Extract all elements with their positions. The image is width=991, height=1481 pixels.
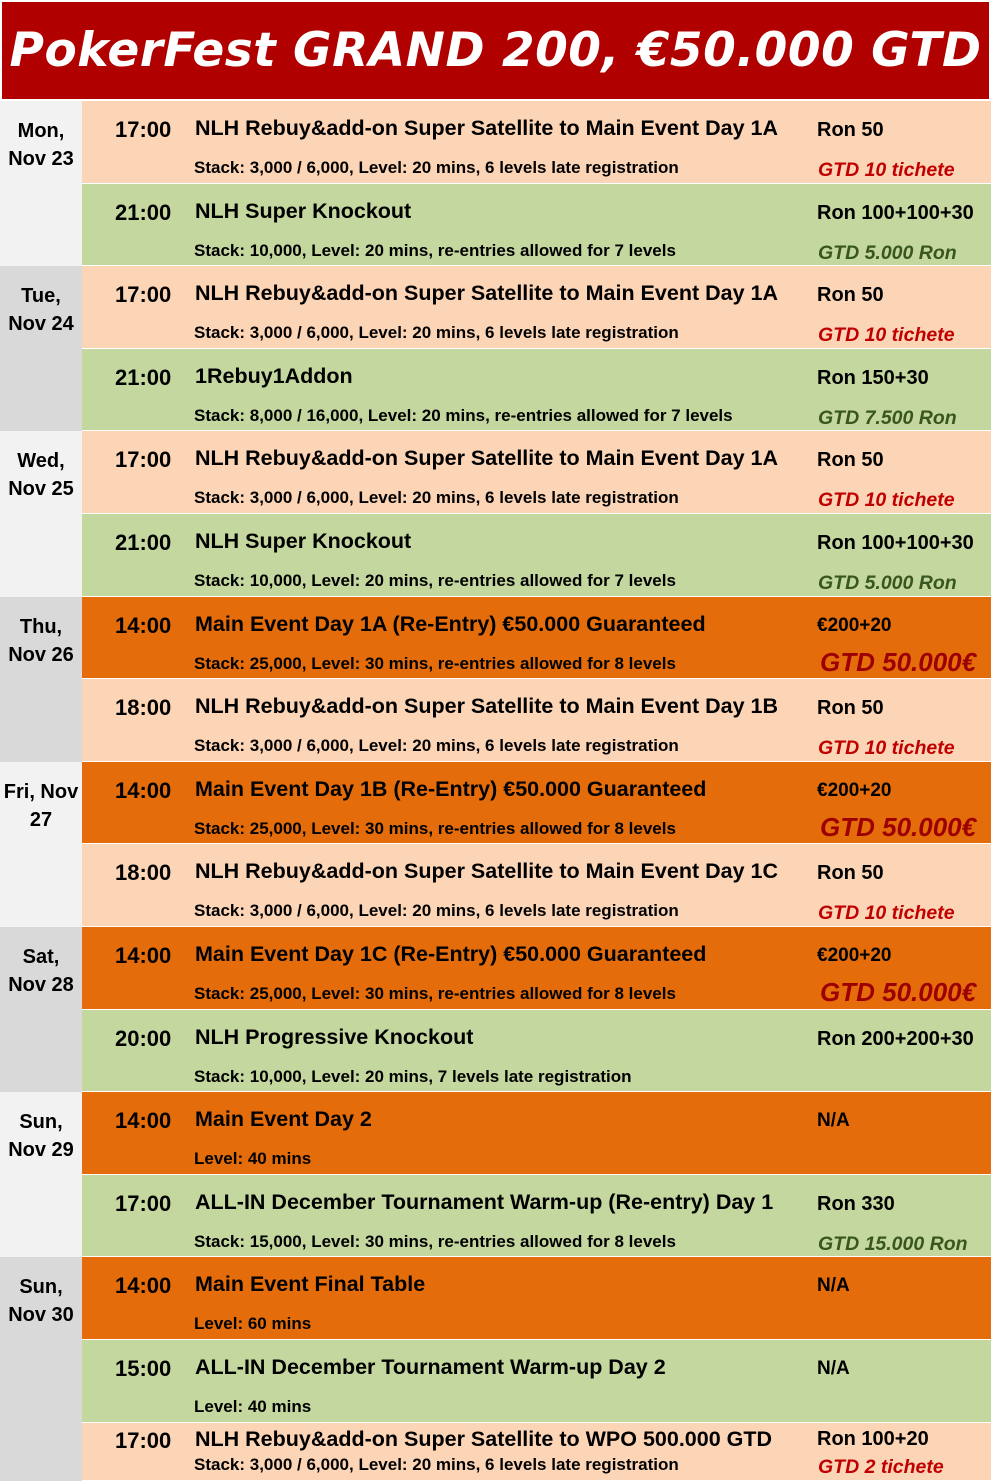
event-time: 17:00: [115, 1190, 172, 1216]
event-details: Stack: 10,000, Level: 20 mins, 7 levels late registration: [194, 1066, 632, 1086]
event-time: 14:00: [115, 1108, 172, 1134]
event-buyin: €200+20: [817, 944, 892, 966]
day-label-line: Fri, Nov: [3, 780, 79, 803]
day-label-line: Wed,: [17, 450, 65, 473]
event-time: 18:00: [115, 860, 172, 886]
day-label: [0, 266, 82, 431]
event-guarantee: GTD 50.000€: [820, 646, 977, 677]
event-guarantee: GTD 50.000€: [820, 976, 977, 1007]
event-name: NLH Rebuy&add-on Super Satellite to Main Event Day 1A: [195, 446, 778, 471]
event-guarantee: GTD 10 tichete: [818, 159, 955, 181]
day-events: [82, 1257, 991, 1480]
event-details: Level: 40 mins: [194, 1396, 312, 1416]
event-details: Stack: 25,000, Level: 30 mins, re-entries allowed for 8 levels: [194, 653, 676, 673]
event-name: NLH Rebuy&add-on Super Satellite to Main Event Day 1A: [195, 281, 778, 306]
event-name: NLH Super Knockout: [195, 528, 412, 553]
day-group: [0, 266, 991, 431]
event-time: 17:00: [115, 447, 172, 473]
day-label-line: Mon,: [17, 120, 65, 142]
event-time: 14:00: [115, 942, 172, 968]
event-name: Main Event Day 2: [195, 1107, 372, 1132]
event-name: NLH Progressive Knockout: [195, 1024, 474, 1049]
event-details: Stack: 3,000 / 6,000, Level: 20 mins, 6 levels late registration: [194, 323, 679, 343]
event-buyin: Ron 50: [817, 284, 884, 307]
event-buyin: Ron 150+30: [817, 366, 929, 389]
event-row: [82, 101, 991, 184]
event-details: Stack: 3,000 / 6,000, Level: 20 mins, 6 levels late registration: [194, 901, 679, 921]
event-buyin: Ron 330: [817, 1192, 895, 1215]
event-row: [82, 184, 991, 267]
event-time: 17:00: [115, 117, 172, 142]
event-row: [82, 1257, 991, 1340]
event-buyin: Ron 100+100+30: [817, 201, 974, 224]
event-guarantee: GTD 10 tichete: [818, 489, 955, 512]
event-time: 21:00: [115, 529, 172, 555]
event-buyin: Ron 100+100+30: [817, 531, 974, 554]
event-time: 21:00: [115, 364, 172, 390]
event-buyin: €200+20: [817, 779, 892, 801]
day-label: [0, 1092, 82, 1257]
day-label-line: Sun,: [19, 1276, 63, 1299]
day-label: [0, 431, 82, 596]
event-buyin: Ron 200+200+30: [817, 1027, 974, 1050]
day-events: [82, 597, 991, 762]
page-title: PokerFest GRAND 200, €50.000 GTD: [9, 23, 982, 78]
event-time: 18:00: [115, 695, 172, 721]
event-details: Level: 60 mins: [194, 1314, 312, 1334]
day-label: [0, 597, 82, 762]
event-details: Level: 40 mins: [194, 1149, 312, 1169]
day-label-line: Nov 25: [8, 478, 74, 501]
event-details: Stack: 25,000, Level: 30 mins, re-entries allowed for 8 levels: [194, 818, 676, 838]
event-time: 14:00: [115, 777, 172, 803]
day-events: [82, 431, 991, 596]
event-details: Stack: 15,000, Level: 30 mins, re-entries allowed for 8 levels: [194, 1231, 676, 1251]
event-name: NLH Rebuy&add-on Super Satellite to Main Event Day 1A: [195, 116, 778, 140]
day-label-line: Nov 30: [8, 1304, 74, 1327]
event-time: 17:00: [115, 1427, 172, 1453]
event-time: 15:00: [115, 1355, 172, 1381]
event-buyin: €200+20: [817, 614, 892, 636]
event-details: Stack: 3,000 / 6,000, Level: 20 mins, 6 levels late registration: [194, 1454, 679, 1474]
day-label: [0, 927, 82, 1092]
event-name: NLH Rebuy&add-on Super Satellite to WPO 500.000 GTD: [195, 1426, 773, 1451]
event-buyin: Ron 50: [817, 119, 884, 141]
event-time: 20:00: [115, 1025, 172, 1051]
day-label-line: Nov 28: [8, 973, 74, 996]
event-name: Main Event Day 1A (Re-Entry) €50.000 Guaranteed: [195, 611, 706, 636]
event-time: 17:00: [115, 282, 172, 308]
event-row: [82, 514, 991, 597]
event-time: 14:00: [115, 1273, 172, 1299]
event-guarantee: GTD 5.000 Ron: [818, 241, 957, 264]
event-row: [82, 679, 991, 762]
day-label-line: Thu,: [19, 615, 63, 638]
event-buyin: Ron 50: [817, 697, 884, 720]
event-name: NLH Rebuy&add-on Super Satellite to Main Event Day 1C: [195, 859, 778, 884]
event-details: Stack: 3,000 / 6,000, Level: 20 mins, 6 levels late registration: [194, 488, 679, 508]
day-events: [82, 266, 991, 431]
event-details: Stack: 25,000, Level: 30 mins, re-entries allowed for 8 levels: [194, 983, 676, 1003]
event-buyin: N/A: [817, 1357, 850, 1379]
event-guarantee: GTD 5.000 Ron: [818, 571, 957, 594]
schedule-header: [2, 2, 989, 99]
event-row: [82, 1340, 991, 1423]
day-group: [0, 927, 991, 1092]
event-row: [82, 1423, 991, 1481]
event-details: Stack: 8,000 / 16,000, Level: 20 mins, re-entries allowed for 7 levels: [194, 405, 733, 425]
event-guarantee: GTD 10 tichete: [818, 324, 955, 347]
event-row: [82, 1010, 991, 1093]
day-label: [0, 101, 82, 266]
day-label-line: Nov 26: [8, 643, 74, 666]
event-guarantee: GTD 10 tichete: [818, 737, 955, 760]
event-row: [82, 762, 991, 845]
event-name: ALL-IN December Tournament Warm-up (Re-entry) Day 1: [195, 1189, 774, 1214]
event-details: Stack: 3,000 / 6,000, Level: 20 mins, 6 levels late registration: [194, 158, 679, 177]
event-guarantee: GTD 50.000€: [820, 811, 977, 842]
day-events: [82, 101, 991, 266]
day-label-line: Nov 23: [8, 148, 74, 170]
event-guarantee: GTD 10 tichete: [818, 902, 955, 925]
day-label: [0, 1257, 82, 1480]
event-name: ALL-IN December Tournament Warm-up Day 2: [195, 1354, 666, 1379]
day-group: [0, 431, 991, 596]
day-label: [0, 762, 82, 927]
event-name: Main Event Day 1C (Re-Entry) €50.000 Guaranteed: [195, 941, 707, 966]
event-details: Stack: 3,000 / 6,000, Level: 20 mins, 6 levels late registration: [194, 736, 679, 756]
event-row: [82, 927, 991, 1010]
event-row: [82, 349, 991, 432]
event-guarantee: GTD 2 tichete: [818, 1455, 944, 1478]
event-buyin: Ron 50: [817, 449, 884, 472]
event-name: NLH Rebuy&add-on Super Satellite to Main Event Day 1B: [195, 694, 778, 719]
event-details: Stack: 10,000, Level: 20 mins, re-entries allowed for 7 levels: [194, 240, 676, 260]
event-row: [82, 1175, 991, 1258]
event-name: Main Event Day 1B (Re-Entry) €50.000 Guaranteed: [195, 776, 707, 801]
event-name: NLH Super Knockout: [195, 198, 412, 223]
day-events: [82, 927, 991, 1092]
day-group: [0, 101, 991, 266]
day-group: [0, 1257, 991, 1480]
event-buyin: N/A: [817, 1110, 850, 1132]
event-row: [82, 597, 991, 680]
event-row: [82, 431, 991, 514]
event-buyin: N/A: [817, 1275, 850, 1297]
event-guarantee: GTD 15.000 Ron: [818, 1232, 968, 1255]
event-row: [82, 266, 991, 349]
day-label-line: Sat,: [22, 945, 60, 968]
day-group: [0, 762, 991, 927]
day-label-line: Tue,: [21, 285, 61, 308]
event-name: Main Event Final Table: [195, 1272, 426, 1297]
day-events: [82, 762, 991, 927]
event-guarantee: GTD 7.500 Ron: [818, 406, 957, 429]
day-label-line: Nov 24: [8, 313, 74, 336]
day-label-line: 27: [29, 808, 53, 831]
event-row: [82, 844, 991, 927]
event-time: 14:00: [115, 612, 172, 638]
event-buyin: Ron 100+20: [817, 1427, 929, 1450]
event-time: 21:00: [115, 199, 172, 225]
schedule-table: [0, 101, 991, 1481]
event-name: 1Rebuy1Addon: [195, 363, 353, 388]
event-details: Stack: 10,000, Level: 20 mins, re-entries allowed for 7 levels: [194, 570, 676, 590]
day-label-line: Sun,: [19, 1111, 63, 1134]
day-group: [0, 1092, 991, 1257]
day-events: [82, 1092, 991, 1257]
event-buyin: Ron 50: [817, 862, 884, 885]
day-label-line: Nov 29: [8, 1139, 74, 1162]
event-row: [82, 1092, 991, 1175]
day-group: [0, 597, 991, 762]
